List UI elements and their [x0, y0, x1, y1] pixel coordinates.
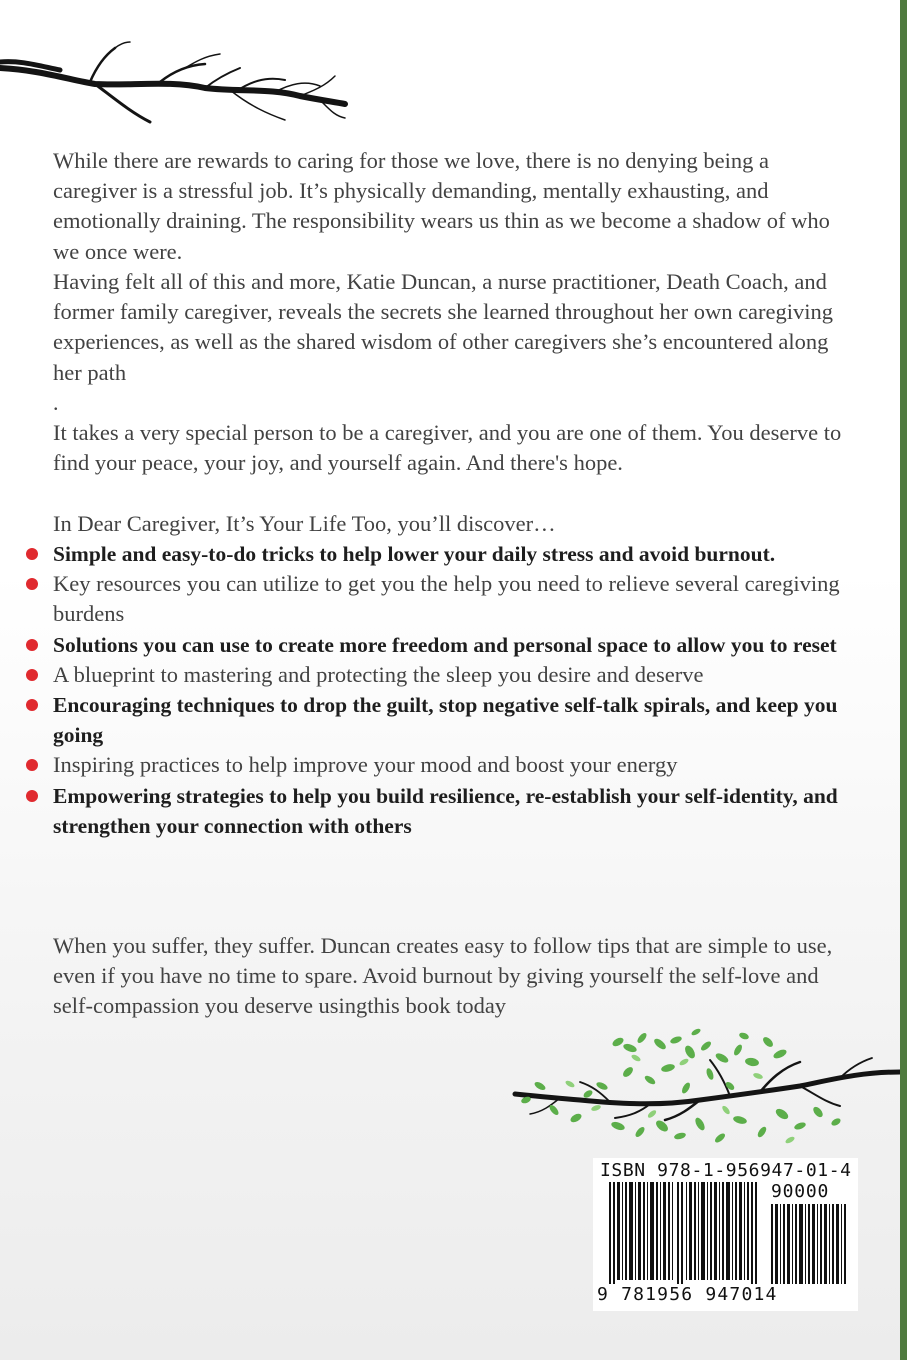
isbn-barcode: [593, 1158, 858, 1311]
red-bullet-icon: [26, 578, 38, 590]
list-item: [0, 539, 860, 569]
barcode-bars: [609, 1182, 759, 1288]
list-item-text: Empowering strategies to help you build resilience, re-establish your self-identity, and strengthen your connection with others: [53, 783, 838, 838]
isbn-label: ISBN 978-1-956947-01-4: [600, 1160, 852, 1181]
list-item-text: Encouraging techniques to drop the guilt, stop negative self-talk spirals, and keep you going: [53, 693, 838, 748]
list-item-text: Solutions you can use to create more freedom and personal space to allow you to reset: [53, 632, 837, 657]
price-addon-bars: [771, 1204, 849, 1284]
list-item-text: Inspiring practices to help improve your mood and boost your energy: [53, 752, 678, 778]
closing-paragraph: When you suffer, they suffer. Duncan creates easy to follow tips that are simple to use, even if you have no time to spare. Avoid burnout by giving yourself the self-love and self-compassion you deserve usingthis book today: [53, 933, 833, 1019]
red-bullet-icon: [26, 548, 38, 560]
red-bullet-icon: [26, 669, 38, 681]
red-bullet-icon: [26, 759, 38, 771]
description-paragraph: While there are rewards to caring for those we love, there is no denying being a caregiver is a stressful job. It’s physically demanding, mentally exhausting, and emotionally draining. The responsibility wears us thin as we become a shadow of who we once were.: [53, 148, 830, 264]
red-bullet-icon: [26, 639, 38, 651]
list-item-text: Simple and easy-to-do tricks to help lower your daily stress and avoid burnout.: [53, 542, 776, 566]
stray-period: .: [53, 390, 59, 415]
list-item-text: A blueprint to mastering and protecting the sleep you desire and deserve: [53, 661, 704, 687]
red-bullet-icon: [26, 790, 38, 802]
list-item: [0, 660, 860, 690]
red-bullet-icon: [26, 699, 38, 711]
cover-edge-strip: [900, 0, 907, 1360]
list-item-text: Key resources you can utilize to get you the help you need to relieve several caregiving burdens: [53, 571, 840, 627]
author-paragraph: Having felt all of this and more, Katie Duncan, a nurse practitioner, Death Coach, and former family caregiver, reveals the secrets she learned throughout her own caregiving experiences, as well as the shared wisdom of other caregivers she’s encountered along her path: [53, 269, 834, 385]
list-item: [0, 569, 860, 629]
list-item: [0, 630, 860, 660]
price-code: 90000: [771, 1181, 830, 1202]
encouragement-paragraph: It takes a very special person to be a caregiver, and you are one of them. You deserve to find your peace, your joy, and yourself again. And there's hope.: [53, 420, 842, 476]
leafy-branch-illustration: [500, 1028, 900, 1158]
list-item: [0, 750, 860, 780]
benefits-list: [0, 539, 860, 841]
bare-branch-illustration: [0, 40, 360, 130]
intro-line: In Dear Caregiver, It’s Your Life Too, you’ll discover…: [53, 511, 556, 536]
list-item: [0, 690, 860, 750]
list-item: [0, 781, 860, 841]
ean-digits: 9 781956 947014: [597, 1284, 778, 1305]
